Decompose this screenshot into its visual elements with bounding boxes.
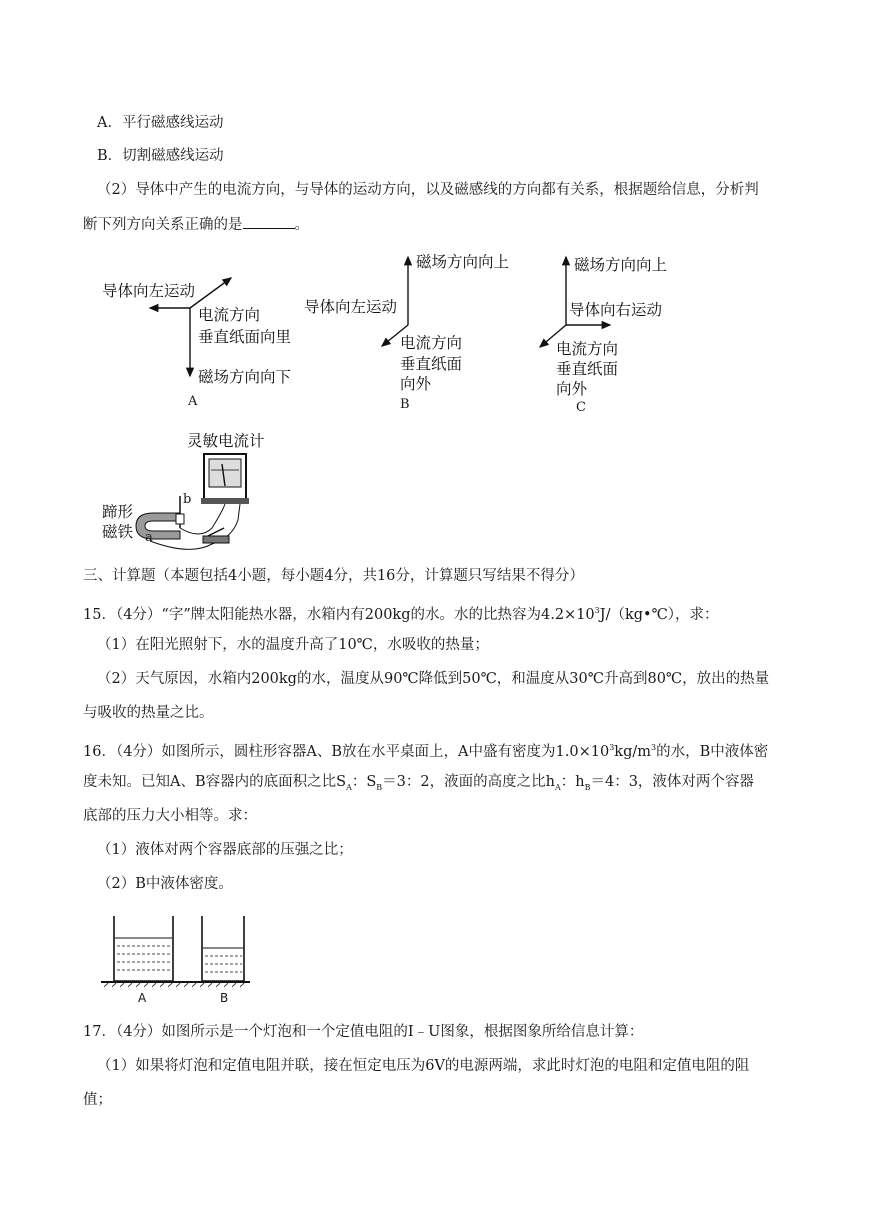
label-a: a — [145, 530, 153, 545]
container-a-label: A — [138, 991, 147, 1005]
q16-line2-subA: A — [346, 782, 352, 792]
q14-part2-end: 。 — [294, 217, 309, 233]
diagram-c-motion: 导体向右运动 — [569, 301, 663, 319]
q16-line1-c: 的水，B中液体密 — [656, 743, 769, 760]
magnet-label-2: 磁铁 — [102, 523, 134, 541]
diagram-b-current3: 向外 — [400, 375, 432, 393]
option-b: B．切割磁感线运动 — [97, 148, 224, 164]
diagram-c-letter: C — [576, 400, 586, 415]
diagram-a-current2: 垂直纸面向里 — [198, 328, 292, 346]
q15-stem-a: 15．（4分）“字”牌太阳能热水器，水箱内有200kg的水。水的比热容为4.2×10 — [83, 606, 595, 623]
diagram-c-current3: 向外 — [556, 380, 588, 398]
q16-line1-sup2: 3 — [650, 743, 657, 752]
container-b-label: B — [220, 991, 229, 1005]
q16-line2-e: ＝4：3，液体对两个容器 — [590, 774, 754, 790]
section-3-heading: 三、计算题（本题包括4小题，每小题4分，共16分，计算题只写结果不得分） — [83, 568, 584, 584]
q16-line2-d: ：h — [560, 774, 585, 790]
q16-line2-subA2: A — [554, 782, 561, 792]
diagram-b-motion: 导体向左运动 — [304, 298, 398, 316]
q15-part2-line2: 与吸收的热量之比。 — [83, 705, 214, 721]
q16-line1-b: kg/m — [614, 743, 651, 760]
q16-line2-a: 度未知。已知A、B容器内的底面积之比S — [83, 774, 347, 790]
q16-line2-c: ＝3：2，液面的高度之比h — [382, 774, 555, 790]
label-b: b — [183, 492, 192, 507]
q14-part2-line1: （2）导体中产生的电流方向，与导体的运动方向，以及磁感线的方向都有关系，根据题给信息，分析判 — [97, 182, 759, 198]
diagram-b-field: 磁场方向向上 — [416, 253, 510, 271]
q16-line2-subB2: B — [584, 782, 591, 792]
diagram-c-field: 磁场方向向上 — [574, 256, 668, 274]
q15-stem-b: J/（kg•℃），求： — [599, 606, 719, 623]
q15-part2-line1: （2）天气原因，水箱内200kg的水，温度从90℃降低到50℃，和温度从30℃升高到80℃，放出的热量 — [97, 671, 770, 687]
galvanometer-label: 灵敏电流计 — [187, 432, 265, 450]
option-a: A．平行磁感线运动 — [97, 115, 224, 131]
diagram-b-current1: 电流方向 — [400, 334, 463, 352]
magnet-label-1: 蹄形 — [102, 503, 134, 521]
q17-part1-line2: 值； — [83, 1092, 112, 1108]
q16-line3: 底部的压力大小相等。求： — [83, 808, 257, 824]
diagram-c-current2: 垂直纸面 — [556, 360, 619, 378]
diagram-a-field: 磁场方向向下 — [198, 368, 292, 386]
q15-stem-sup: 3 — [594, 606, 600, 615]
q16-line2-b: ：S — [351, 774, 377, 790]
diagram-b-letter: B — [400, 397, 410, 412]
q16-line2-subB: B — [376, 782, 383, 792]
diagram-a-letter: A — [188, 394, 198, 409]
diagram-a-current1: 电流方向 — [198, 306, 261, 324]
q17-stem: 17．（4分）如图所示是一个灯泡和一个定值电阻的I﹣U图象，根据图象所给信息计算： — [83, 1024, 644, 1040]
q14-part2-text: 断下列方向关系正确的是 — [83, 217, 243, 233]
q16-part2: （2）B中液体密度。 — [97, 876, 233, 892]
diagram-c-current1: 电流方向 — [556, 340, 619, 358]
diagram-b-current2: 垂直纸面 — [400, 355, 463, 373]
q17-part1-line1: （1）如果将灯泡和定值电阻并联，接在恒定电压为6V的电源两端，求此时灯泡的电阻和定值电阻的阻 — [97, 1058, 750, 1074]
q15-part1: （1）在阳光照射下，水的温度升高了10℃，水吸收的热量； — [97, 637, 489, 653]
q16-line1-a: 16．（4分）如图所示，圆柱形容器A、B放在水平桌面上，A中盛有密度为1.0×10 — [83, 743, 610, 760]
q16-part1: （1）液体对两个容器底部的压强之比； — [97, 842, 353, 858]
q16-line1-sup1: 3 — [609, 743, 615, 752]
diagram-a-motion: 导体向左运动 — [102, 282, 196, 300]
